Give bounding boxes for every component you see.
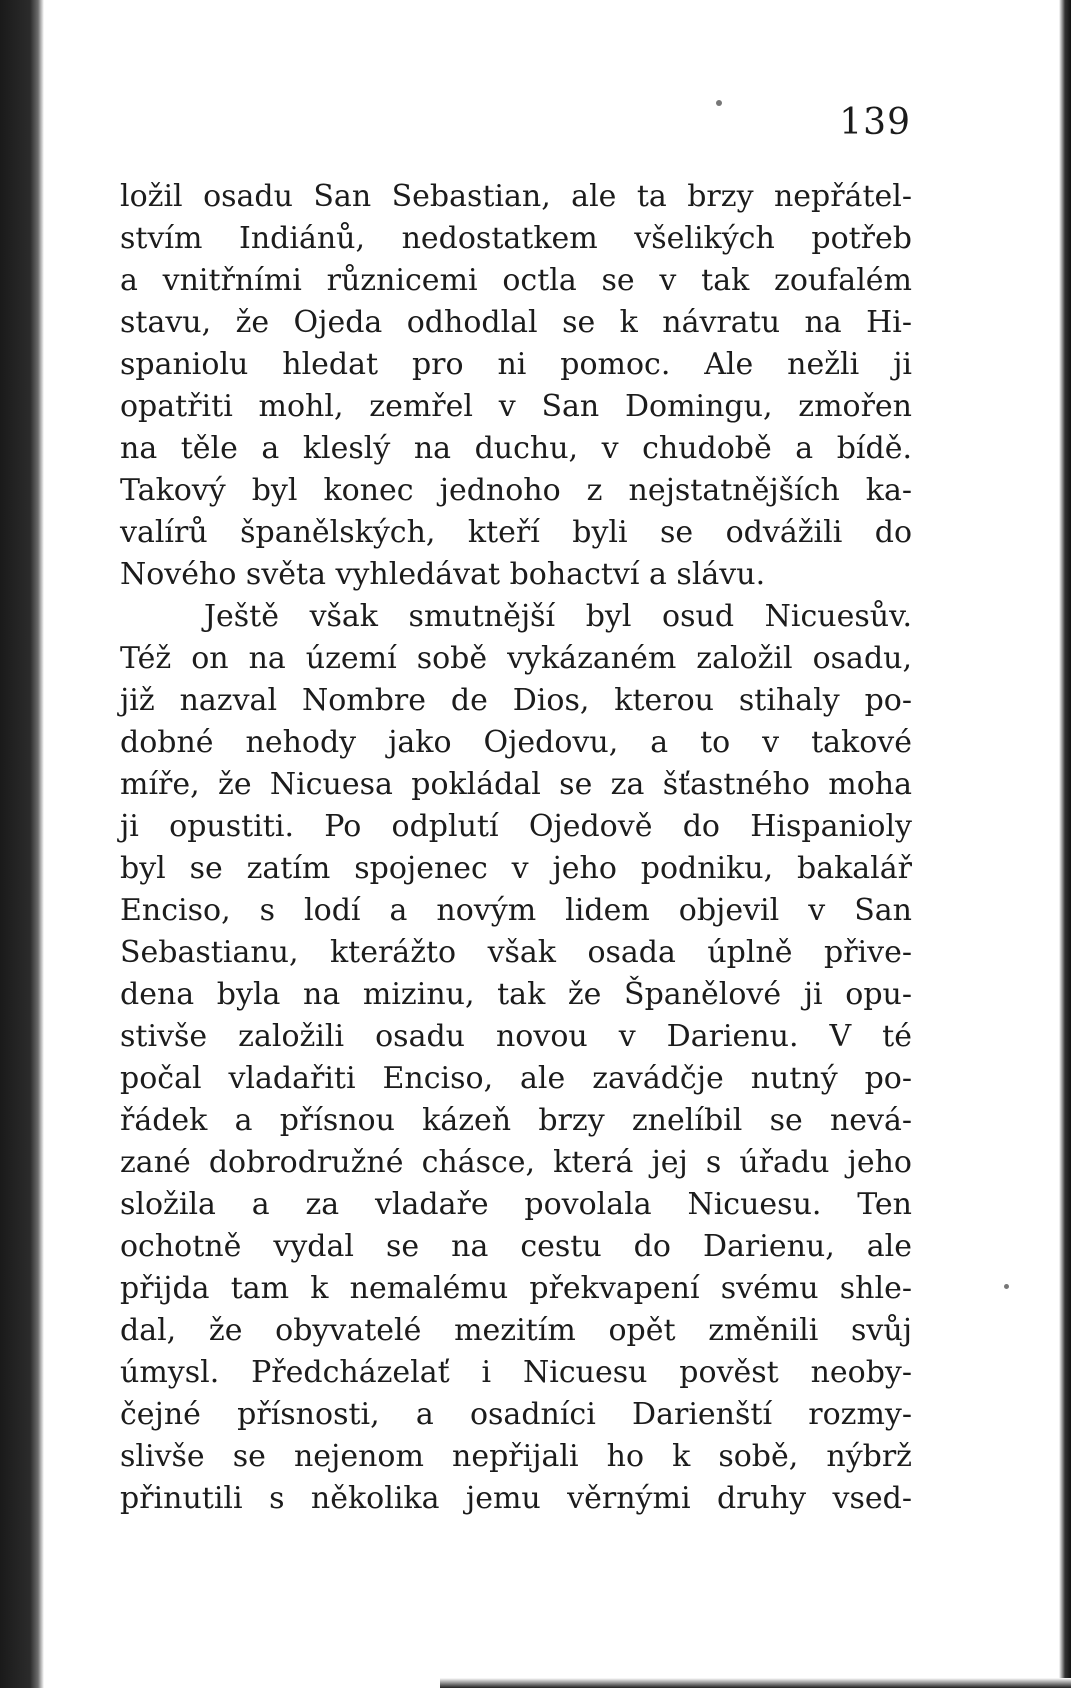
text-line: Enciso, s lodí a novým lidem objevil v San bbox=[120, 893, 912, 928]
page-number: 139 bbox=[839, 102, 911, 143]
paragraph-first-line: Ještě však smutnější byl osud Nicuesův. bbox=[204, 599, 912, 634]
text-line: na těle a kleslý na duchu, v chudobě a bídě. bbox=[120, 431, 912, 466]
text-line: stavu, že Ojeda odhodlal se k návratu na Hi- bbox=[120, 305, 912, 340]
text-line: Takový byl konec jednoho z nejstatnějších ka- bbox=[120, 473, 912, 508]
text-line: stivše založili osadu novou v Darienu. V té bbox=[120, 1019, 912, 1054]
scan-edge-right bbox=[1059, 0, 1071, 1688]
scan-edge-bottom bbox=[440, 1678, 1071, 1688]
text-line: Též on na území sobě vykázaném založil osadu, bbox=[120, 641, 912, 676]
text-line: dobné nehody jako Ojedovu, a to v takové bbox=[120, 725, 912, 760]
page-text bbox=[120, 176, 912, 1520]
text-line: valírů španělských, kteří byli se odvážili do bbox=[120, 515, 912, 550]
text-line: úmysl. Předcházelať i Nicuesu pověst neoby- bbox=[120, 1355, 912, 1390]
text-line: čejné přísnosti, a osadníci Darienští rozmy- bbox=[120, 1397, 912, 1432]
text-line: počal vladařiti Enciso, ale zavádčje nutný po- bbox=[120, 1061, 912, 1096]
text-line: přijda tam k nemalému překvapení svému shle- bbox=[120, 1271, 912, 1306]
scan-edge-left bbox=[0, 0, 44, 1688]
scan-speck bbox=[716, 100, 722, 106]
text-line: zané dobrodružné chásce, která jej s úřadu jeho bbox=[120, 1145, 912, 1180]
text-line: byl se zatím spojenec v jeho podniku, bakalář bbox=[120, 851, 912, 886]
text-line: již nazval Nombre de Dios, kterou stihaly po- bbox=[120, 683, 912, 718]
scan-speck bbox=[1004, 1284, 1009, 1289]
text-line: ochotně vydal se na cestu do Darienu, ale bbox=[120, 1229, 912, 1264]
text-line: ji opustiti. Po odplutí Ojedově do Hispanioly bbox=[120, 809, 912, 844]
text-line: dena byla na mizinu, tak že Španělové ji opu- bbox=[120, 977, 912, 1012]
paragraph-last-line: Nového světa vyhledávat bohactví a slávu. bbox=[120, 557, 766, 592]
text-line: řádek a přísnou kázeň brzy znelíbil se nevá- bbox=[120, 1103, 912, 1138]
text-line: a vnitřními různicemi octla se v tak zoufalém bbox=[120, 263, 912, 298]
text-line: složila a za vladaře povolala Nicuesu. Ten bbox=[120, 1187, 912, 1222]
text-line: ložil osadu San Sebastian, ale ta brzy nepřátel- bbox=[120, 179, 912, 214]
text-line: stvím Indiánů, nedostatkem všelikých potřeb bbox=[120, 221, 912, 256]
text-line: dal, že obyvatelé mezitím opět změnili svůj bbox=[120, 1313, 912, 1348]
text-line: spaniolu hledat pro ni pomoc. Ale nežli ji bbox=[120, 347, 912, 382]
text-line: míře, že Nicuesa pokládal se za šťastného moha bbox=[120, 767, 912, 802]
text-line: přinutili s několika jemu věrnými druhy vsed- bbox=[120, 1481, 912, 1516]
text-line: slivše se nejenom nepřijali ho k sobě, nýbrž bbox=[120, 1439, 912, 1474]
text-line: opatřiti mohl, zemřel v San Domingu, zmořen bbox=[120, 389, 912, 424]
text-line: Sebastianu, kterážto však osada úplně přive- bbox=[120, 935, 912, 970]
